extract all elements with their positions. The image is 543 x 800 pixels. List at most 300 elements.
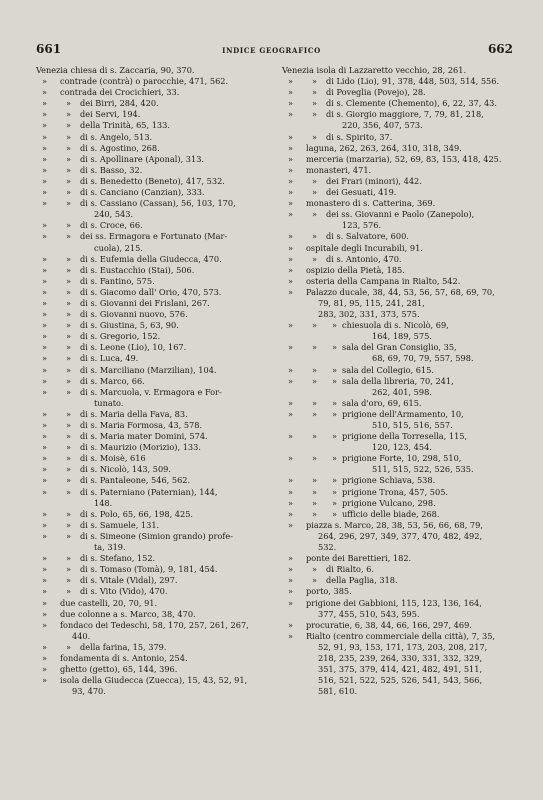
ditto-mark: » [332,508,338,519]
ditto-mark: » [288,109,294,120]
ditto-mark: » [42,508,48,519]
index-entry [36,442,274,453]
entry-text: isola della Giudecca (Zuecca), 15, 43, 52, 91, [60,675,248,686]
ditto-mark: » [66,519,72,530]
entry-text: di s. Tomaso (Tomà), 9, 181, 454. [80,564,218,575]
index-entry [282,498,517,509]
ditto-mark: » [288,497,294,508]
ditto-mark: » [42,431,48,442]
index-entry [36,276,274,287]
index-entry [282,231,517,242]
index-entry [282,287,517,298]
ditto-mark: » [42,187,48,198]
entry-text: di s. Samuele, 131. [80,519,160,530]
index-entry [282,209,517,220]
entry-text: prigione Forte, 10, 298, 510, [342,453,462,464]
ditto-mark: » [42,309,48,320]
entry-text: di s. Antonio, 470. [326,253,402,264]
index-entry [36,342,274,353]
entry-text: contrade (contrà) o parocchie, 471, 562. [60,76,229,87]
ditto-mark: » [42,675,48,686]
ditto-mark: » [66,231,72,242]
ditto-mark: » [332,342,338,353]
index-entry [36,675,274,686]
entry-text: di s. Angelo, 513. [80,131,153,142]
entry-text: di s. Agostino, 268. [80,142,160,153]
ditto-mark: » [288,164,294,175]
index-entry [36,475,274,486]
index-entry [282,165,517,176]
ditto-mark: » [66,486,72,497]
ditto-mark: » [42,420,48,430]
index-entry [36,664,274,675]
ditto-mark: » [42,297,48,308]
index-entry [282,398,517,409]
entry-continuation: 262, 401, 598. [372,386,432,397]
ditto-mark: » [288,87,294,98]
index-entry [36,387,274,398]
ditto-mark: » [66,442,72,453]
ditto-mark: » [42,142,48,153]
ditto-mark: » [312,564,318,575]
ditto-mark: » [42,530,48,541]
index-entry [282,254,517,265]
ditto-mark: » [312,408,318,419]
ditto-mark: » [312,87,318,98]
index-entry [36,320,274,331]
entry-text: Venezia chiesa di s. Zaccaria, 90, 370. [36,65,195,75]
entry-text: di s. Giacomo dall' Orio, 470, 573. [80,286,222,297]
entry-text: di s. Simeone (Simion grando) profe- [80,530,233,541]
entry-continuation: 510, 515, 516, 557. [372,420,453,430]
index-entry [282,87,517,98]
entry-text: di s. Croce, 66. [80,220,143,231]
ditto-mark: » [66,309,72,320]
index-entry [282,409,517,420]
ditto-mark: » [332,320,338,331]
ditto-mark: » [288,397,294,408]
ditto-mark: » [66,264,72,275]
ditto-mark: » [288,475,294,486]
index-entry [36,376,274,387]
entry-text: contrada dei Crocichieri, 33. [60,87,180,98]
ditto-mark: » [42,586,48,597]
index-entry [36,464,274,475]
index-entry [282,154,517,165]
running-title: INDICE GEOGRAFICO [222,46,321,55]
index-entry [36,265,274,276]
entry-text: due castelli, 20, 70, 91. [60,597,158,608]
ditto-mark: » [332,397,338,408]
index-entry [36,653,274,664]
ditto-mark: » [288,364,294,375]
ditto-mark: » [288,575,294,586]
entry-text: ospizio della Pietà, 185. [306,264,405,275]
index-entry [282,132,517,143]
entry-text: dei Birri, 284, 420. [80,98,159,109]
ditto-mark: » [66,530,72,541]
index-entry [36,520,274,531]
index-entry [282,453,517,464]
entry-text: della Paglia, 318. [326,575,398,586]
ditto-mark: » [66,253,72,264]
entry-text: ospitale degli Incurabili, 91. [306,242,423,253]
ditto-mark: » [66,120,72,131]
ditto-mark: » [312,342,318,353]
ditto-mark: » [312,431,318,442]
ditto-mark: » [288,630,294,641]
entry-text: prigione della Torresella, 115, [342,431,468,442]
entry-text: di s. Eufemia della Giudecca, 470. [80,253,222,264]
entry-continuation: 351, 375, 379, 414, 421, 482, 491, 511, [318,664,483,675]
index-entry [282,276,517,287]
entry-text: piazza s. Marco, 28, 38, 53, 56, 66, 68, 79, [306,519,483,530]
index-entry [36,586,274,597]
ditto-mark: » [288,564,294,575]
index-entry [36,187,274,198]
entry-text: di s. Maria della Fava, 83. [80,408,188,419]
ditto-mark: » [312,109,318,120]
ditto-mark: » [288,142,294,153]
index-entry [36,309,274,320]
ditto-mark: » [288,342,294,353]
entry-text: di s. Vitale (Vidal), 297. [80,575,178,586]
ditto-mark: » [288,519,294,530]
ditto-mark: » [312,187,318,198]
index-entry [36,109,274,120]
ditto-mark: » [42,442,48,453]
entry-text: fondaco dei Tedeschi, 58, 170, 257, 261, 267, [60,619,249,630]
entry-text: di s. Maria mater Domini, 574. [80,431,208,442]
ditto-mark: » [332,364,338,375]
entry-text: di Poveglia (Povejo), 28. [326,87,426,98]
entry-continuation: 52, 91, 93, 153, 171, 173, 203, 208, 217, [318,641,488,652]
index-entry [282,631,517,642]
ditto-mark: » [332,475,338,486]
entry-continuation: tunato. [94,397,124,408]
ditto-mark: » [42,375,48,386]
entry-text: di s. Maria Formosa, 43, 578. [80,420,203,430]
ditto-mark: » [66,175,72,186]
ditto-mark: » [66,564,72,575]
ditto-mark: » [288,264,294,275]
index-entry [282,487,517,498]
ditto-mark: » [288,431,294,442]
ditto-mark: » [312,209,318,220]
ditto-mark: » [312,98,318,109]
index-entry [36,65,274,76]
ditto-mark: » [66,453,72,464]
index-entry [36,198,274,209]
entry-text: di s. Canciano (Canzian), 333. [80,187,205,198]
ditto-mark: » [332,375,338,386]
entry-text: di s. Vito (Vido), 470. [80,586,168,597]
index-entry [36,231,274,242]
ditto-mark: » [66,386,72,397]
entry-text: sala della libreria, 70, 241, [342,375,454,386]
entry-text: di Rialto, 6. [326,564,374,575]
ditto-mark: » [42,641,48,652]
ditto-mark: » [288,553,294,564]
ditto-mark: » [66,275,72,286]
entry-text: sala del Gran Consiglio, 35, [342,342,457,353]
entry-text: dei ss. Ermagora e Fortunato (Mar- [80,231,228,242]
entry-text: ghetto (getto), 65, 144, 396. [60,664,178,675]
index-entry [36,620,274,631]
entry-text: prigione Schiava, 538. [342,475,436,486]
entry-continuation: 148. [94,497,113,508]
ditto-mark: » [66,575,72,586]
entry-text: di s. Cassiano (Cassan), 56, 103, 170, [80,198,236,209]
index-entry [282,243,517,254]
ditto-mark: » [66,420,72,430]
entry-text: di s. Gregorio, 152. [80,331,161,342]
ditto-mark: » [66,98,72,109]
ditto-mark: » [288,453,294,464]
ditto-mark: » [66,353,72,364]
index-entry [282,342,517,353]
ditto-mark: » [312,320,318,331]
ditto-mark: » [42,253,48,264]
index-entry [36,420,274,431]
index-entry [282,98,517,109]
ditto-mark: » [42,553,48,564]
index-entry [36,287,274,298]
index-entry [36,143,274,154]
ditto-mark: » [66,464,72,475]
ditto-mark: » [312,76,318,87]
index-entry [282,265,517,276]
ditto-mark: » [42,175,48,186]
index-entry [282,564,517,575]
left-index-column [36,65,274,697]
ditto-mark: » [42,564,48,575]
index-entry [282,65,517,76]
index-entry [36,165,274,176]
entry-text: Rialto (centro commerciale della città), 7, 35, [306,630,496,641]
entry-text: di s. Paterniano (Paternian), 144, [80,486,218,497]
ditto-mark: » [42,198,48,209]
ditto-mark: » [66,131,72,142]
ditto-mark: » [288,175,294,186]
ditto-mark: » [42,475,48,486]
ditto-mark: » [332,408,338,419]
ditto-mark: » [42,220,48,231]
ditto-mark: » [288,486,294,497]
entry-text: di s. Maurizio (Morizio), 133. [80,442,201,453]
ditto-mark: » [66,475,72,486]
ditto-mark: » [332,486,338,497]
entry-text: merceria (marzaria), 52, 69, 83, 153, 418, 425. [306,153,502,164]
entry-continuation: 283, 302, 331, 373, 575. [318,309,420,320]
index-entry [282,109,517,120]
index-entry [36,531,274,542]
ditto-mark: » [312,497,318,508]
entry-text: Venezia isola di Lazzaretto vecchio, 28, 261. [282,65,467,75]
index-entry [36,98,274,109]
entry-text: di s. Spirito, 37. [326,131,393,142]
entry-continuation: 440. [72,630,91,641]
entry-text: prigione dei Gabbioni, 115, 123, 136, 164, [306,597,482,608]
index-entry [36,176,274,187]
entry-text: di s. Moisè, 616 [80,453,146,464]
entry-continuation: 164, 189, 575. [372,331,432,342]
ditto-mark: » [312,175,318,186]
ditto-mark: » [288,131,294,142]
ditto-mark: » [42,342,48,353]
ditto-mark: » [42,98,48,109]
entry-text: di s. Fantino, 575. [80,275,155,286]
entry-text: della farina, 15, 379. [80,641,167,652]
ditto-mark: » [66,297,72,308]
ditto-mark: » [288,619,294,630]
entry-text: di s. Clemente (Chemento), 6, 22, 37, 43. [326,98,497,109]
ditto-mark: » [66,408,72,419]
entry-text: chiesuola di s. Nicolò, 69, [342,320,449,331]
ditto-mark: » [66,198,72,209]
entry-text: di s. Marco, 66. [80,375,145,386]
ditto-mark: » [42,275,48,286]
index-entry [36,298,274,309]
entry-text: Palazzo ducale, 38, 44, 53, 56, 57, 68, 69, 70, [306,286,495,297]
entry-text: osteria della Campana in Rialto, 542. [306,275,461,286]
entry-text: di s. Polo, 65, 66, 198, 425. [80,508,194,519]
entry-text: dei ss. Giovanni e Paolo (Zanepolo), [326,209,475,220]
index-entry [282,431,517,442]
ditto-mark: » [288,508,294,519]
entry-text: di Lido (Lio), 91, 378, 448, 503, 514, 556. [326,76,500,87]
index-entry [36,132,274,143]
entry-text: di s. Leone (Lio), 10, 167. [80,342,187,353]
ditto-mark: » [42,320,48,331]
ditto-mark: » [66,153,72,164]
entry-continuation: 120, 123, 454. [372,442,432,453]
ditto-mark: » [288,98,294,109]
ditto-mark: » [42,286,48,297]
ditto-mark: » [66,286,72,297]
index-entry [36,331,274,342]
ditto-mark: » [66,375,72,386]
index-entry [282,320,517,331]
ditto-mark: » [288,209,294,220]
entry-text: di s. Eustacchio (Stai), 506. [80,264,195,275]
index-entry [36,365,274,376]
ditto-mark: » [42,264,48,275]
entry-continuation: 532. [318,542,337,553]
ditto-mark: » [66,109,72,120]
entry-text: di s. Giovanni dei Frislani, 267. [80,297,210,308]
ditto-mark: » [312,253,318,264]
entry-text: prigione Trona, 457, 505. [342,486,449,497]
ditto-mark: » [42,453,48,464]
ditto-mark: » [42,120,48,131]
ditto-mark: » [312,375,318,386]
entry-text: di s. Basso, 32. [80,164,143,175]
ditto-mark: » [332,497,338,508]
entry-continuation: cuola), 215. [94,242,143,253]
ditto-mark: » [42,408,48,419]
ditto-mark: » [42,364,48,375]
ditto-mark: » [332,431,338,442]
entry-text: di s. Luca, 49. [80,353,139,364]
ditto-mark: » [66,586,72,597]
entry-text: sala del Collegio, 615. [342,364,434,375]
ditto-mark: » [42,231,48,242]
right-page-number: 662 [487,42,513,56]
index-entry [36,154,274,165]
ditto-mark: » [288,375,294,386]
ditto-mark: » [66,320,72,331]
ditto-mark: » [42,464,48,475]
entry-text: ufficio delle biade, 268. [342,508,440,519]
ditto-mark: » [66,431,72,442]
ditto-mark: » [332,453,338,464]
index-entry [36,120,274,131]
ditto-mark: » [66,364,72,375]
ditto-mark: » [312,397,318,408]
entry-text: monastero di s. Catterina, 369. [306,198,436,209]
entry-text: sala d'oro, 69, 615. [342,397,422,408]
entry-continuation: 581, 610. [318,686,358,697]
entry-continuation: 218, 235, 239, 264, 330, 331, 332, 329, [318,652,483,663]
entry-continuation: 511, 515, 522, 526, 535. [372,464,474,475]
ditto-mark: » [288,320,294,331]
entry-text: di s. Benedetto (Beneto), 417, 532. [80,175,225,186]
ditto-mark: » [42,164,48,175]
index-entry [36,353,274,364]
index-entry [36,409,274,420]
entry-text: di s. Stefano, 152. [80,553,156,564]
index-entry [36,553,274,564]
ditto-mark: » [42,486,48,497]
page-header [0,42,543,62]
ditto-mark: » [288,187,294,198]
entry-text: ponte dei Barettieri, 182. [306,553,412,564]
entry-text: di s. Salvatore, 600. [326,231,409,242]
ditto-mark: » [42,664,48,675]
index-entry [36,564,274,575]
entry-text: di s. Apollinare (Aponal), 313. [80,153,205,164]
index-entry [282,475,517,486]
entry-continuation: ta, 319. [94,542,126,553]
entry-text: di s. Marciliano (Marzilian), 104. [80,364,217,375]
index-entry [282,620,517,631]
ditto-mark: » [312,131,318,142]
index-entry [282,143,517,154]
index-entry [282,553,517,564]
ditto-mark: » [42,619,48,630]
index-entry [282,575,517,586]
ditto-mark: » [288,231,294,242]
entry-text: porto, 385. [306,586,352,597]
entry-continuation: 123, 576. [342,220,382,231]
ditto-mark: » [42,331,48,342]
index-entry [282,198,517,209]
entry-text: dei Frari (minori), 442. [326,175,422,186]
index-entry [282,176,517,187]
ditto-mark: » [42,608,48,619]
entry-text: di s. Giorgio maggiore, 7, 79, 81, 218, [326,109,484,120]
index-entry [36,609,274,620]
ditto-mark: » [66,553,72,564]
ditto-mark: » [288,253,294,264]
entry-continuation: 68, 69, 70, 79, 557, 598. [372,353,474,364]
ditto-mark: » [42,386,48,397]
index-entry [36,642,274,653]
ditto-mark: » [288,597,294,608]
entry-text: di s. Marcuola, v. Ermagora e For- [80,386,222,397]
entry-continuation: 220, 356, 407, 573. [342,120,423,131]
